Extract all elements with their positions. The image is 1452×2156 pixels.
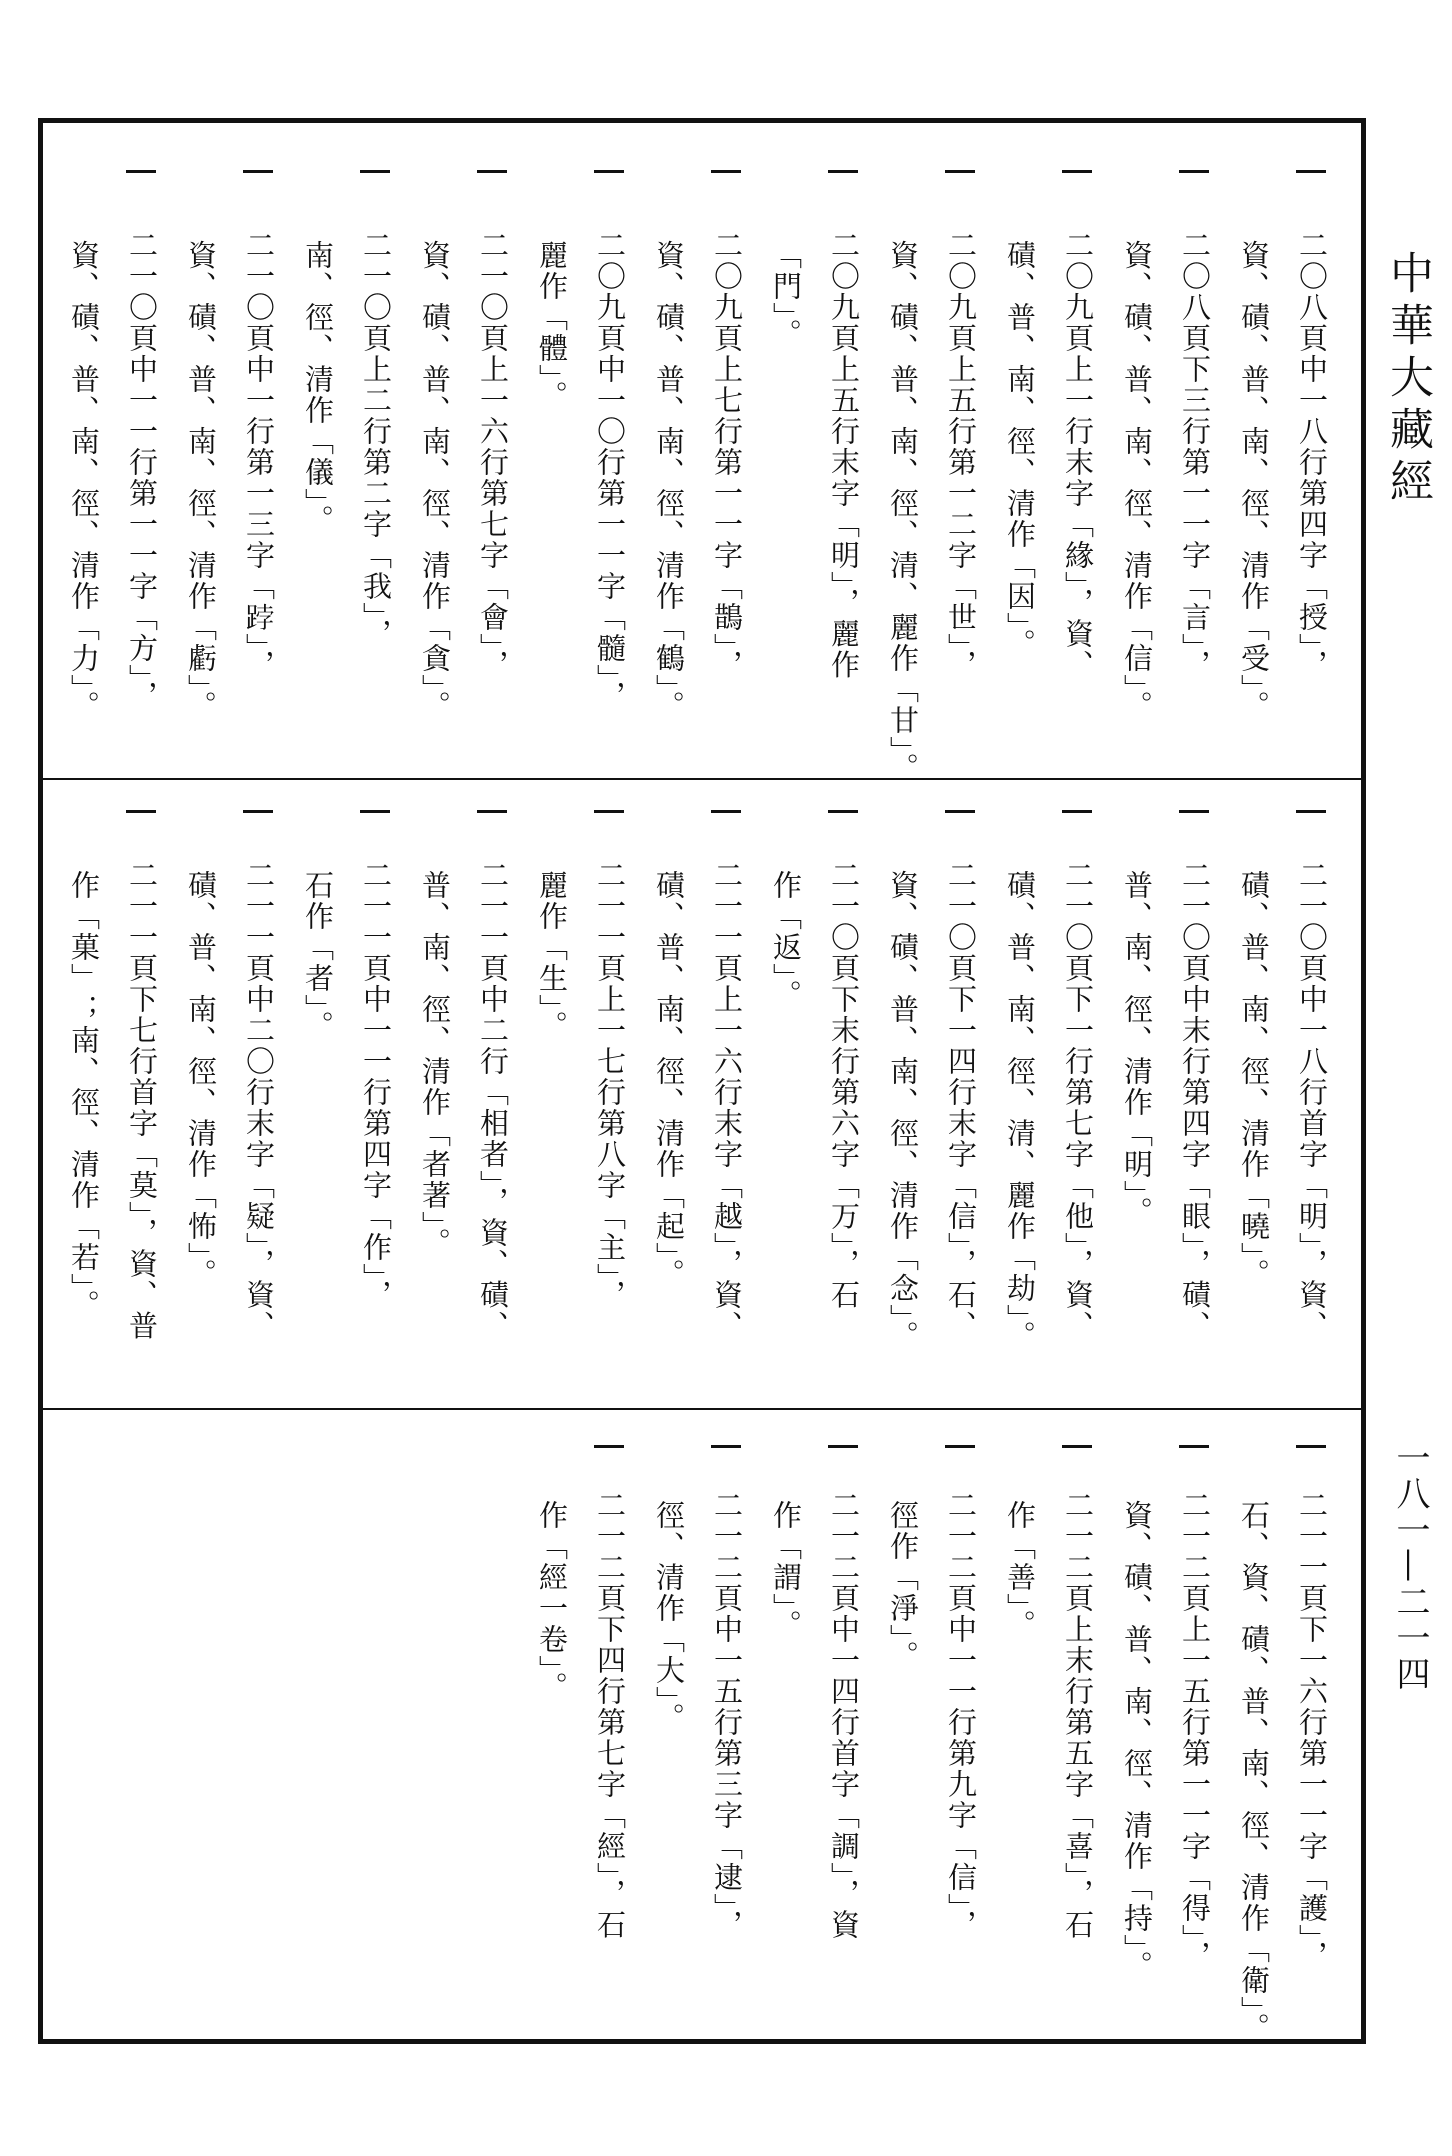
note-line: 二〇九頁上七行第一一字「鵲」， [710,230,744,681]
section-divider [43,778,1361,780]
note-line: 麗作「生」。 [535,870,569,1042]
note-line: 二一〇頁中一八行首字「明」，資、 [1295,860,1329,1342]
note-line: 磧、普、南、徑、清作「曉」。 [1237,870,1271,1290]
entry-marker [1062,170,1092,173]
note-line: 石、資、磧、普、南、徑、清作「衛」。 [1237,1500,1271,2044]
note-line: 資、磧、普、南、徑、清作「受」。 [1237,240,1271,722]
entry-marker [360,170,390,173]
note-line: 二〇九頁上五行第一二字「世」， [944,230,978,681]
entry-marker [1179,810,1209,813]
entry-marker [711,810,741,813]
note-line: 作「菓」；南、徑、清作「若」。 [67,870,101,1321]
entry-marker [945,170,975,173]
entry-marker [477,810,507,813]
note-line: 徑作「淨」。 [886,1500,920,1672]
note-line: 二一〇頁中一行第一三字「𨁝」， [242,230,276,681]
note-line: 作「謂」。 [769,1500,803,1641]
entry-marker [1179,1445,1209,1448]
note-line: 普、南、徑、清作「者著」。 [418,870,452,1259]
entry-marker [477,170,507,173]
note-line: 資、磧、普、南、徑、清作「持」。 [1120,1500,1154,1982]
note-line: 二一一頁下一六行第一一字「護」， [1295,1490,1329,1972]
note-line: 資、磧、普、南、徑、清作「念」。 [886,870,920,1352]
entry-marker [1179,170,1209,173]
note-line: 二一〇頁上一六行第七字「會」， [476,230,510,681]
note-line: 磧、普、南、徑、清作「怖」。 [184,870,218,1290]
header-title: 中華大藏經 [1382,250,1433,510]
note-line: 資、磧、普、南、徑、清作「虧」。 [184,240,218,722]
entry-marker [1296,810,1326,813]
note-line: 二一二頁上末行第五字「喜」，石 [1061,1490,1095,1941]
entry-marker [1062,1445,1092,1448]
entry-marker [711,170,741,173]
entry-marker [126,810,156,813]
entry-marker [594,1445,624,1448]
note-line: 二一〇頁上二行第二字「我」， [359,230,393,650]
note-line: 二一一頁中二行「相者」，資、磧、 [476,860,510,1342]
note-line: 二一一頁下七行首字「莫」，資、普 [125,860,159,1342]
note-line: 二一二頁下四行第七字「經」，石 [593,1490,627,1941]
entry-marker [126,170,156,173]
note-line: 資、磧、普、南、徑、清作「力」。 [67,240,101,722]
entry-marker [711,1445,741,1448]
note-line: 石作「者」。 [301,870,335,1042]
note-line: 資、磧、普、南、徑、清作「貪」。 [418,240,452,722]
entry-marker [1296,170,1326,173]
note-line: 磧、普、南、徑、清、麗作「劫」。 [1003,870,1037,1352]
note-line: 二一〇頁中末行第四字「眼」，磧、 [1178,860,1212,1342]
entry-marker [243,810,273,813]
note-line: 普、南、徑、清作「明」。 [1120,870,1154,1228]
entry-marker [243,170,273,173]
note-line: 二一一頁中二〇行末字「疑」，資、 [242,860,276,1342]
note-line: 二一一頁上一六行末字「越」，資、 [710,860,744,1342]
note-line: 二一二頁中一一行第九字「信」， [944,1490,978,1941]
note-line: 二〇八頁中一八行第四字「授」， [1295,230,1329,681]
note-line: 二〇九頁中一〇行第一一字「髓」， [593,230,627,712]
note-line: 二一一頁上一七行第八字「主」， [593,860,627,1311]
note-line: 資、磧、普、南、徑、清作「鶴」。 [652,240,686,722]
note-line: 二一二頁中一五行第三字「逮」， [710,1490,744,1941]
note-line: 二〇九頁上一行末字「緣」，資、 [1061,230,1095,681]
note-line: 二一一頁中一一行第四字「作」， [359,860,393,1311]
note-line: 南、徑、清作「儀」。 [301,240,335,536]
note-line: 作「善」。 [1003,1500,1037,1641]
note-line: 磧、普、南、徑、清作「起」。 [652,870,686,1290]
entry-marker [828,810,858,813]
entry-marker [828,1445,858,1448]
note-line: 二〇九頁上五行末字「明」，麗作 [827,230,861,681]
note-line: 資、磧、普、南、徑、清作「信」。 [1120,240,1154,722]
note-line: 麗作「體」。 [535,240,569,412]
note-line: 磧、普、南、徑、清作「因」。 [1003,240,1037,660]
entry-marker [594,170,624,173]
entry-marker [945,810,975,813]
note-line: 二〇八頁下三行第一一字「言」， [1178,230,1212,681]
note-line: 二一〇頁下末行第六字「万」，石 [827,860,861,1311]
note-line: 「門」。 [769,240,803,350]
note-line: 二一二頁上一五行第一一字「得」， [1178,1490,1212,1972]
entry-marker [360,810,390,813]
note-line: 二一〇頁中一一行第一一字「方」， [125,230,159,712]
entry-marker [945,1445,975,1448]
note-line: 二一二頁中一四行首字「調」，資 [827,1490,861,1941]
note-line: 二一〇頁下一四行末字「信」，石、 [944,860,978,1342]
entry-marker [594,810,624,813]
entry-marker [1062,810,1092,813]
page-number: 一八一—二一四 [1390,1440,1430,1692]
note-line: 資、磧、普、南、徑、清、麗作「甘」。 [886,240,920,784]
note-line: 二一〇頁下一行第七字「他」，資、 [1061,860,1095,1342]
entry-marker [1296,1445,1326,1448]
note-line: 作「返」。 [769,870,803,1011]
entry-marker [828,170,858,173]
note-line: 徑、清作「大」。 [652,1500,686,1734]
section-divider [43,1408,1361,1410]
note-line: 作「經一卷」。 [535,1500,569,1703]
